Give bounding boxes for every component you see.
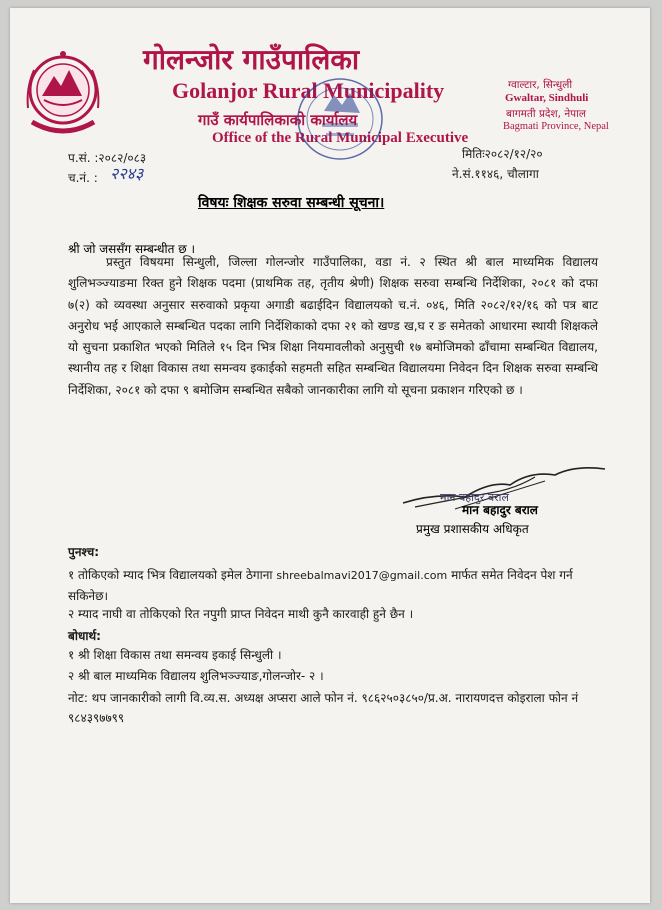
contact-note: नोट: थप जानकारीको लागी वि.व्य.स. अध्यक्ष अप्सरा आले फोन नं. ९८६२५०३८५०/प्र.अ. नारायणदत्त कोइराला फोन नं ९८४३९७७९९ xyxy=(68,691,579,725)
signature-name-stamp: मान बहादुर बराल xyxy=(440,491,509,504)
nepal-emblem-logo xyxy=(24,48,102,138)
address-nepali: ग्वाल्टार, सिन्धुली xyxy=(508,79,573,91)
nepal-samvat-date: ने.सं.११४६, चौलागा xyxy=(452,167,539,181)
municipality-name-english: Golanjor Rural Municipality xyxy=(172,78,445,103)
letter-subject: विषयः शिक्षक सरुवा सम्बन्धी सूचना। xyxy=(198,195,385,211)
dispatch-number-label: च.नं. : xyxy=(68,171,98,185)
copy-to-heading: बोधार्थ: xyxy=(68,629,101,643)
copy-to-item-1: १ श्री शिक्षा विकास तथा समन्वय इकाई सिन्धुली । xyxy=(68,648,282,662)
postscript-item-1 xyxy=(68,565,608,607)
address-english: Gwaltar, Sindhuli xyxy=(505,92,589,104)
dispatch-number-handwritten: २२४३ xyxy=(110,164,144,183)
signatory-name: मान बहादुर बराल xyxy=(462,503,538,517)
province-english: Bagmati Province, Nepal xyxy=(503,121,609,132)
office-name-nepali: गाउँ कार्यपालिकाको कार्यालय xyxy=(198,111,358,129)
postscript-item-1-text: १ तोकिएको म्याद भित्र विद्यालयको इमेल ठेगाना xyxy=(68,568,273,582)
office-name-english: Office of the Rural Municipal Executive xyxy=(212,130,469,146)
salutation: श्री जो जससँग सम्बन्धीत छ । xyxy=(68,242,196,256)
copy-to-item-2: २ श्री बाल माध्यमिक विद्यालय शुलिभञ्ज्याङ,गोलन्जोर- २ । xyxy=(68,669,324,683)
letter-body: प्रस्तुत विषयमा सिन्धुली, जिल्ला गोलन्जोर गाउँपालिका, वडा नं. २ स्थित श्री बाल माध्यमिक विद्यालय शुलिभञ्ज्याङमा रिक्त हुने शिक्षक पदमा (प्राथमिक तह, तृतीय श्रेणी) शिक्षक सरुवा सम्बन्धि निर्देशिका, २०८१ को दफा ७(२) को व्यवस्था अनुसार सरुवाको प्रकृया अगाडी बढाईदिन विद्यालयको च.नं. ०४६, मिति २०८२/१२/१६ को पत्र बाट अनुरोध भई आएकाले सम्बन्धित पदका लागि निर्देशिकाको दफा २१ को खण्ड ख,घ र ङ समेतको आधारमा स्थायी शिक्षकले यो सुचना प्रकाशित भएको मितिले १५ दिन भित्र शिक्षा नियमावलीको अनुसुची १७ बमोजिमको ढाँचामा सम्बन्धित विद्यालय, स्थानीय तह र शिक्षा विकास तथा समन्वय इकाईको सहमती सहित सम्बन्धित विद्यालयमा निवेदन दिन शिक्षक सरुवा सम्बन्धि निर्देशिका, २०८१ को दफा ९ बमोजिम सम्बन्धित सबैको जानकारीका लागि यो सूचना प्रकाशन गरिएको छ । xyxy=(68,255,598,397)
letter-date: मितिः२०८२/१२/२० xyxy=(462,147,543,161)
letter-page xyxy=(10,8,650,903)
postscript-item-1-text-end: मार्फत समेत निवेदन पेश गर्न सकिनेछ। xyxy=(68,568,573,603)
office-stamp-seal xyxy=(282,71,402,171)
postscript-item-2: २ म्याद नाघी वा तोकिएको रित नपुगी प्राप्त निवेदन माथी कुनै कारवाही हुने छैन । xyxy=(68,607,414,621)
school-email: shreebalmavi2017@gmail.com xyxy=(276,569,448,582)
signatory-title: प्रमुख प्रशासकीय अधिकृत xyxy=(416,522,529,536)
municipality-name-nepali: गोलन्जोर गाउँपालिका xyxy=(143,43,360,76)
province-nepali: बागमती प्रदेश, नेपाल xyxy=(506,108,586,120)
postscript-heading: पुनश्च: xyxy=(68,545,99,559)
letter-reference-number: प.सं. :२०८२/०८३ xyxy=(68,151,147,165)
